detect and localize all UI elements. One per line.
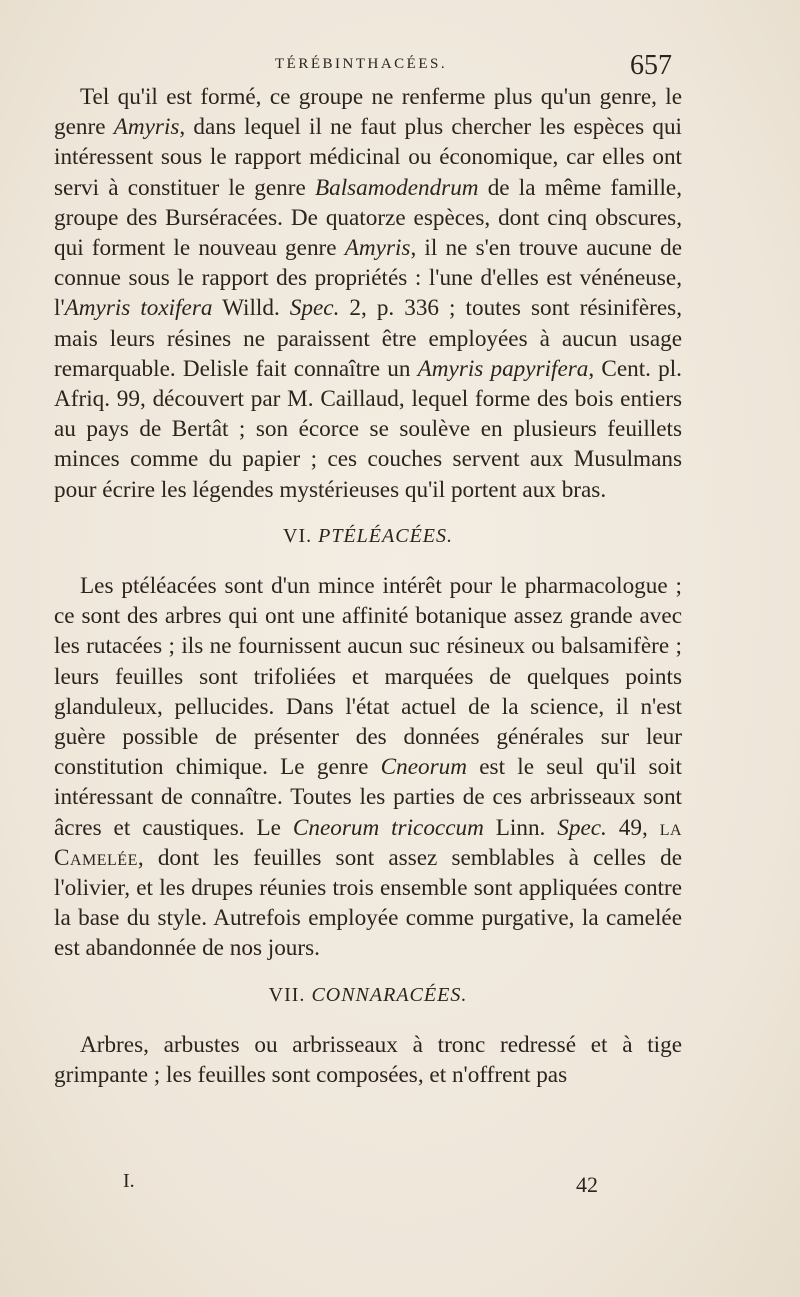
section-title: CONNARACÉES. bbox=[311, 983, 468, 1006]
running-title: TÉRÉBINTHACÉES. bbox=[275, 56, 448, 72]
paragraph-pteleacees bbox=[54, 571, 682, 964]
signature-mark-left: I. bbox=[123, 1170, 135, 1192]
genus-name: Balsamodendrum bbox=[314, 174, 479, 201]
common-name: la Camelée bbox=[54, 814, 683, 871]
text-run: 49, bbox=[606, 814, 660, 841]
genus-name: Amyris bbox=[344, 235, 411, 262]
text-run: , dont les feuilles sont assez semblables à celles de l'olivier, et les drupes réunies trois ensemble sont appliquées contre la base du style. Autrefois employée comme purgative, la camelée est abandonnée de nos jours. bbox=[54, 844, 682, 962]
text-run: Willd. bbox=[212, 295, 290, 322]
section-title: PTÉLÉACÉES. bbox=[318, 524, 453, 547]
text-run: 2, p. 336 ; toutes sont résinifères, mais leurs résines ne paraissent être employées à aucun usage remarquable. Delisle fait connaître un bbox=[54, 295, 682, 382]
paragraph-connaracees bbox=[54, 1030, 682, 1090]
paragraph-amyris bbox=[54, 82, 682, 505]
genus-name: Amyris bbox=[113, 114, 180, 141]
section-heading-vii bbox=[54, 980, 682, 1010]
text-run: Linn. bbox=[483, 814, 558, 841]
text-run: de la même famille, groupe des Burséracées. De quatorze espèces, dont cinq obscures, qui forment le nouveau genre bbox=[54, 174, 682, 262]
text-run: Tel qu'il est formé, ce groupe ne renferme plus qu'un genre, le genre bbox=[54, 84, 682, 141]
text-run: Arbres, arbustes ou arbrisseaux à tronc redressé et à tige grimpante ; les feuilles sont composées, et n'offrent pas bbox=[54, 1031, 682, 1089]
citation-abbrev: Spec. bbox=[557, 814, 607, 841]
section-number: VII. bbox=[268, 983, 306, 1006]
species-name: Cneorum tricoccum bbox=[292, 814, 484, 841]
text-run: , Cent. pl. Afriq. 99, découvert par M. Caillaud, lequel forme des bois entiers au pays de Bertât ; son écorce se soulève en plusieurs feuillets minces comme du papier ; ces couches servent aux Musulmans pour écrire les légendes mystérieuses qu'il portent aux bras. bbox=[54, 355, 682, 503]
text-run: , dans lequel il ne faut plus chercher les espèces qui intéressent sous le rapport médicinal ou économique, car elles ont servi à constituer le genre bbox=[54, 114, 683, 201]
species-name: Amyris papyrifera bbox=[417, 355, 589, 382]
text-run: , il ne s'en trouve aucune de connue sous le rapport des propriétés : l'une d'elles est vénéneuse, l' bbox=[54, 235, 683, 322]
citation-abbrev: Spec. bbox=[289, 295, 340, 322]
genus-name: Cneorum bbox=[380, 754, 467, 781]
section-heading-vi bbox=[54, 521, 682, 551]
signature-mark-right: 42 bbox=[576, 1172, 598, 1197]
page-footer bbox=[0, 1170, 800, 1200]
species-name: Amyris toxifera bbox=[64, 295, 213, 322]
text-run: Les ptéléacées sont d'un mince intérêt pour le pharmacologue ; ce sont des arbres qui ont une affinité botanique assez grande avec les rutacées ; ils ne fournissent aucun suc résineux ou balsamifère ; leurs feuilles sont trifoliées et marquées de quelques points glanduleux, pellucides. Dans l'état actuel de la science, il n'est guère possible de présenter des données générales sur leur constitution chimique. Le genre bbox=[54, 573, 682, 781]
section-number: VI. bbox=[283, 524, 313, 547]
page-number: 657 bbox=[630, 50, 672, 81]
body-text bbox=[54, 82, 682, 1090]
text-run: est le seul qu'il soit intéressant de connaître. Toutes les parties de ces arbrisseaux sont âcres et caustiques. Le bbox=[54, 754, 682, 841]
